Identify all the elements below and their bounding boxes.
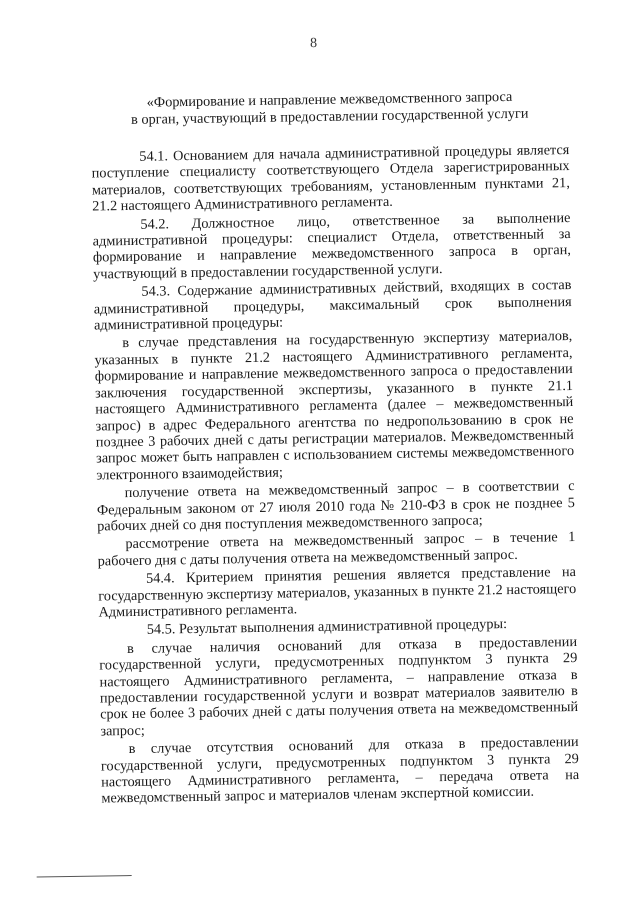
paragraph-54-5-item-2: в случае отсутствия оснований для отказа в предоставлении государственной услуги, предусмотренных подпунктом 3 пункта 29 настоящего Административного регламента, – передача ответа на межведомственный запрос и материалов членам экспертной комиссии.: [100, 734, 580, 807]
section-heading-line-2: в орган, участвующий в предоставлении государственной услуги: [130, 105, 529, 128]
section-heading: [94, 88, 564, 129]
paragraph-54-3: 54.3. Содержание административных действий, входящих в состав административной процедуры, максимальный срок выполнения административной процедуры:: [93, 277, 572, 334]
page-number: 8: [309, 35, 318, 52]
paragraph-54-5: 54.5. Результат выполнения административной процедуры:: [146, 616, 508, 639]
paragraph-54-3-item-2: получение ответа на межведомственный запрос – в соответствии с Федеральным законом от 27 июля 2010 года № 210-ФЗ в срок не позднее 5 рабочих дней со дня поступления межведомственного запроса;: [96, 478, 575, 535]
paragraph-54-1: 54.1. Основанием для начала административной процедуры является поступление специалисту соответствующего Отдела зарегистрированных материалов, соответствующих требованиям, установленным пунктами 21, 21.2 настоящего Административного регламента.: [91, 142, 570, 215]
paragraph-54-2: 54.2. Должностное лицо, ответственное за выполнение административной процедуры: специалист Отдела, ответственный за формирование и направление межведомственного запроса в орган, участвующий в предоставлении государственной услуги.: [92, 209, 572, 283]
paragraph-54-5-item-1: в случае наличия оснований для отказа в предоставлении государственной услуги, предусмотренных подпунктом 3 пункта 29 настоящего Административного регламента, – направление отказа в предоставлении государственной услуги и возврат материалов заявителю в срок не более 3 рабочих дней с даты получения ответа на межведомственный запрос;: [99, 633, 579, 740]
paragraph-54-3-item-1: в случае представления на государственную экспертизу материалов, указанных в пункте 21.2 настоящего Административного регламента, формирование и направление межведомственного запроса о предоставлении заключения государственной экспертизы, указанного в пункте 21.1 настоящего Административного регламента (далее – межведомственный запрос) в адрес Федерального агентства по недропользованию в срок не позднее 3 рабочих дней с даты регистрации материалов. Межведомственный запрос может быть направлен с использованием системы межведомственного электронного взаимодействия;: [94, 328, 575, 484]
document-body: [91, 142, 579, 809]
footer-divider: [37, 875, 132, 877]
paragraph-54-3-item-3: рассмотрение ответа на межведомственный запрос – в течение 1 рабочего дня с даты получения ответа на межведомственный запрос.: [97, 529, 576, 570]
section-heading-line-1: «Формирование и направление межведомственного запроса: [146, 88, 513, 111]
paragraph-54-4: 54.4. Критерием принятия решения является представление на государственную экспертизу материалов, указанных в пункте 21.2 настоящего Административного регламента.: [98, 564, 577, 621]
